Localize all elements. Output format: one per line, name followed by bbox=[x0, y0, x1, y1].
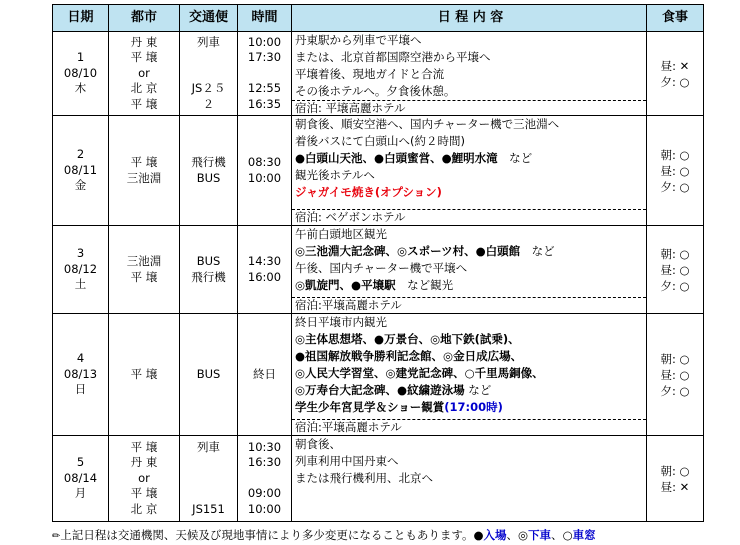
legend-label: 車窓 bbox=[572, 528, 596, 542]
time-cell bbox=[238, 314, 292, 436]
schedule-segment: 平壌着後、現地ガイドと合流 bbox=[295, 67, 445, 81]
day-cell-line: 08/11 bbox=[63, 162, 98, 177]
time-cell-line: 10:00 bbox=[247, 170, 282, 185]
transport-cell-line: 飛行機 bbox=[191, 269, 226, 284]
schedule-line bbox=[295, 150, 646, 167]
time-cell-line: 08:30 bbox=[247, 155, 282, 169]
schedule-line bbox=[295, 436, 646, 453]
schedule-line bbox=[295, 453, 646, 470]
schedule-segment: ◎三池淵大記念碑、◎スポーツ村、●白頭館 bbox=[295, 244, 521, 258]
meal-line: 昼: ○ bbox=[660, 262, 690, 277]
day-row bbox=[53, 314, 704, 436]
itinerary-table-wrap bbox=[52, 4, 694, 522]
hotel-stay: 宿泊:平壌高麗ホテル bbox=[292, 419, 646, 435]
schedule-segment: (17:00時) bbox=[444, 400, 503, 414]
time-cell-line: 16:00 bbox=[247, 269, 282, 284]
schedule-line bbox=[295, 243, 646, 260]
transport-cell bbox=[180, 32, 238, 116]
city-cell-line: 北 京 bbox=[130, 501, 158, 516]
day-cell-line: 木 bbox=[74, 81, 87, 96]
day-row bbox=[53, 116, 704, 226]
schedule-segment: 終日平壌市内観光 bbox=[295, 315, 387, 329]
meal-line: 朝: ○ bbox=[660, 351, 690, 366]
day-cell bbox=[53, 436, 109, 522]
time-cell bbox=[238, 226, 292, 314]
day-cell-line: 08/10 bbox=[63, 65, 98, 80]
time-cell-line: 12:55 bbox=[247, 81, 282, 96]
transport-cell-line bbox=[180, 471, 237, 487]
schedule-line bbox=[295, 32, 646, 49]
transport-cell-line bbox=[180, 50, 237, 66]
schedule-segment: 着後バスにて白頭山へ(約２時間) bbox=[295, 134, 465, 148]
transport-cell-line bbox=[180, 486, 237, 502]
transport-cell-line: ２ bbox=[202, 96, 215, 111]
meal-cell bbox=[647, 314, 704, 436]
city-cell-line: 三池淵 bbox=[126, 254, 162, 268]
meal-cell bbox=[647, 32, 704, 116]
schedule-line bbox=[295, 116, 646, 133]
city-cell-line: 三池淵 bbox=[126, 170, 162, 185]
header-city: 都市 bbox=[109, 5, 180, 32]
time-cell bbox=[238, 32, 292, 116]
city-cell-line: 平 壌 bbox=[130, 486, 158, 501]
legend-label: 下車 bbox=[528, 528, 552, 542]
day-cell-line: 08/13 bbox=[63, 366, 98, 381]
transport-cell-line: 列車 bbox=[197, 439, 220, 454]
day-cell-line: 08/14 bbox=[63, 470, 98, 485]
legend-separator: 、 bbox=[506, 528, 519, 542]
itinerary-table bbox=[52, 4, 704, 522]
schedule-cell bbox=[292, 436, 647, 522]
meal-line: 昼: ✕ bbox=[660, 479, 690, 494]
meal-line: 夕: ○ bbox=[660, 383, 690, 398]
time-cell-line: 16:30 bbox=[247, 455, 282, 470]
time-cell-line bbox=[238, 66, 291, 82]
schedule-segment: など bbox=[497, 151, 533, 165]
city-cell-line: 平 壌 bbox=[130, 155, 158, 169]
schedule-line bbox=[295, 365, 646, 382]
transport-cell-line: BUS bbox=[196, 170, 221, 185]
city-cell-line: or bbox=[138, 65, 150, 80]
schedule-segment: など bbox=[520, 244, 555, 258]
schedule-segment: または、北京首都国際空港から平壌へ bbox=[295, 50, 491, 64]
schedule-cell bbox=[292, 314, 647, 436]
time-cell-line bbox=[238, 471, 291, 487]
meal-line: 朝: ○ bbox=[660, 246, 690, 261]
schedule-segment: その後ホテルへ。夕食後休憩。 bbox=[295, 84, 456, 98]
day-cell-line: 日 bbox=[74, 382, 87, 397]
time-cell-line: 09:00 bbox=[247, 486, 282, 501]
city-cell bbox=[109, 314, 180, 436]
hotel-stay: 宿泊: 平壌高麗ホテル bbox=[292, 100, 646, 116]
time-cell-line: 17:30 bbox=[247, 50, 282, 65]
meal-cell bbox=[647, 116, 704, 226]
schedule-line bbox=[295, 49, 646, 66]
schedule-segment: など bbox=[464, 383, 492, 397]
time-cell bbox=[238, 116, 292, 226]
transport-cell bbox=[180, 436, 238, 522]
city-cell-line: or bbox=[138, 470, 150, 485]
day-cell-line: 3 bbox=[76, 246, 85, 261]
meal-line: 夕: ○ bbox=[660, 179, 690, 194]
footer-note-text: 上記日程は交通機関、天候及び現地事情により多少変更になることもあります。 bbox=[60, 528, 474, 542]
time-cell-line: 10:00 bbox=[247, 501, 282, 516]
schedule-segment: ●祖国解放戦争勝利記念館、◎金日成広場、 bbox=[295, 349, 523, 363]
header-meal: 食事 bbox=[647, 5, 704, 32]
legend-mark: ● bbox=[473, 528, 484, 542]
transport-cell-line: BUS bbox=[196, 366, 221, 381]
schedule-segment: ●白頭山天池、●白頭蜜営、●鯉明水滝 bbox=[295, 151, 498, 165]
schedule-segment: 学生少年宮見学＆ショー観賞 bbox=[295, 400, 445, 414]
transport-cell bbox=[180, 116, 238, 226]
meal-line: 夕: ○ bbox=[660, 74, 690, 89]
day-cell-line: 金 bbox=[74, 178, 87, 193]
day-cell-line: 5 bbox=[76, 455, 85, 470]
schedule-line bbox=[295, 133, 646, 150]
time-cell bbox=[238, 436, 292, 522]
city-cell bbox=[109, 226, 180, 314]
schedule-segment: ◎主体思想塔、●万景台、◎地下鉄(試乗)、 bbox=[295, 332, 520, 346]
schedule-line bbox=[295, 184, 646, 201]
meal-cell bbox=[647, 436, 704, 522]
meal-cell bbox=[647, 226, 704, 314]
schedule-line bbox=[295, 66, 646, 83]
city-cell-line: 丹 東 bbox=[130, 34, 158, 49]
schedule-line bbox=[295, 399, 646, 416]
hotel-stay: 宿泊:平壌高麗ホテル bbox=[292, 297, 646, 313]
legend-label: 入場 bbox=[483, 528, 507, 542]
header-time: 時間 bbox=[238, 5, 292, 32]
schedule-segment: など観光 bbox=[395, 278, 454, 292]
meal-line: 夕: ○ bbox=[660, 278, 690, 293]
time-cell-line: 10:30 bbox=[247, 439, 282, 454]
day-cell bbox=[53, 226, 109, 314]
city-cell bbox=[109, 116, 180, 226]
time-cell-line: 16:35 bbox=[247, 96, 282, 111]
schedule-segment: 午後、国内チャーター機で平壌へ bbox=[295, 261, 468, 275]
schedule-line bbox=[295, 314, 646, 331]
header-transport: 交通便 bbox=[180, 5, 238, 32]
schedule-segment: または飛行機利用、北京へ bbox=[295, 471, 433, 485]
transport-cell-line: 列車 bbox=[197, 34, 220, 49]
footer-note bbox=[52, 527, 740, 545]
meal-line: 昼: ○ bbox=[660, 163, 690, 178]
legend bbox=[473, 528, 595, 542]
schedule-segment: 丹東駅から列車で平壌へ bbox=[295, 33, 422, 47]
day-cell bbox=[53, 32, 109, 116]
schedule-line bbox=[295, 382, 646, 399]
transport-cell-line: 飛行機 bbox=[191, 155, 226, 169]
schedule-line bbox=[295, 470, 646, 487]
schedule-segment: 観光後ホテルへ bbox=[295, 168, 375, 182]
schedule-cell bbox=[292, 116, 647, 226]
city-cell-line: 平 壌 bbox=[130, 439, 158, 454]
transport-cell bbox=[180, 226, 238, 314]
schedule-line bbox=[295, 277, 646, 294]
schedule-cell bbox=[292, 226, 647, 314]
header-day: 日期 bbox=[53, 5, 109, 32]
schedule-line bbox=[295, 331, 646, 348]
day-row bbox=[53, 32, 704, 116]
schedule-line bbox=[295, 167, 646, 184]
schedule-cell bbox=[292, 32, 647, 116]
day-cell bbox=[53, 314, 109, 436]
schedule-line bbox=[295, 260, 646, 277]
transport-cell bbox=[180, 314, 238, 436]
schedule-segment: ◎凱旋門、●平壌駅 bbox=[295, 278, 396, 292]
city-cell-line: 平 壌 bbox=[130, 269, 158, 284]
schedule-segment: 午前白頭地区観光 bbox=[295, 227, 387, 241]
city-cell-line: 平 壌 bbox=[130, 50, 158, 65]
transport-cell-line: BUS bbox=[196, 254, 221, 268]
schedule-line bbox=[295, 226, 646, 243]
meal-line: 朝: ○ bbox=[660, 463, 690, 478]
header-row bbox=[53, 5, 704, 32]
city-cell-line: 平 壌 bbox=[130, 366, 158, 381]
schedule-segment: ◎万寿台大記念碑、●紋繍遊泳場 bbox=[295, 383, 465, 397]
day-cell-line: 1 bbox=[76, 50, 85, 65]
city-cell-line: 丹 東 bbox=[130, 455, 158, 470]
city-cell bbox=[109, 32, 180, 116]
day-row bbox=[53, 226, 704, 314]
meal-line: 昼: ○ bbox=[660, 367, 690, 382]
day-cell-line: 08/12 bbox=[63, 261, 98, 276]
hotel-stay: 宿泊: ベゲボンホテル bbox=[292, 209, 646, 225]
day-cell bbox=[53, 116, 109, 226]
meal-line: 朝: ○ bbox=[660, 147, 690, 162]
header-schedule: 日 程 内 容 bbox=[292, 5, 647, 32]
day-cell-line: 土 bbox=[74, 277, 87, 292]
schedule-segment: ジャガイモ焼き(オプション) bbox=[295, 185, 442, 199]
schedule-segment: 列車利用中国丹東へ bbox=[295, 454, 399, 468]
legend-mark: ○ bbox=[562, 528, 573, 542]
pencil-icon: ✏ bbox=[52, 531, 61, 542]
schedule-segment: 朝食後、順安空港へ、国内チャーター機で三池淵へ bbox=[295, 117, 560, 131]
day-cell-line: 4 bbox=[76, 351, 85, 366]
transport-cell-line: JS151 bbox=[192, 501, 225, 516]
day-cell-line: 2 bbox=[76, 147, 85, 162]
itinerary-body bbox=[53, 32, 704, 522]
schedule-line bbox=[295, 83, 646, 100]
schedule-segment: ◎人民大学習堂、◎建党記念碑、○千里馬銅像、 bbox=[295, 366, 544, 380]
legend-separator: 、 bbox=[551, 528, 563, 542]
schedule-line bbox=[295, 348, 646, 365]
city-cell-line: 平 壌 bbox=[130, 96, 158, 111]
legend-mark: ◎ bbox=[518, 528, 529, 542]
transport-cell-line bbox=[180, 455, 237, 471]
meal-line: 昼: ✕ bbox=[660, 58, 690, 73]
time-cell-line: 10:00 bbox=[247, 34, 282, 49]
time-cell-line: 14:30 bbox=[247, 254, 282, 268]
schedule-segment: 朝食後、 bbox=[295, 437, 341, 451]
day-cell-line: 月 bbox=[74, 486, 87, 501]
city-cell-line: 北 京 bbox=[130, 81, 158, 96]
time-cell-line: 終日 bbox=[253, 366, 276, 381]
transport-cell-line bbox=[180, 66, 237, 82]
city-cell bbox=[109, 436, 180, 522]
transport-cell-line: JS２５ bbox=[191, 81, 226, 96]
day-row bbox=[53, 436, 704, 522]
